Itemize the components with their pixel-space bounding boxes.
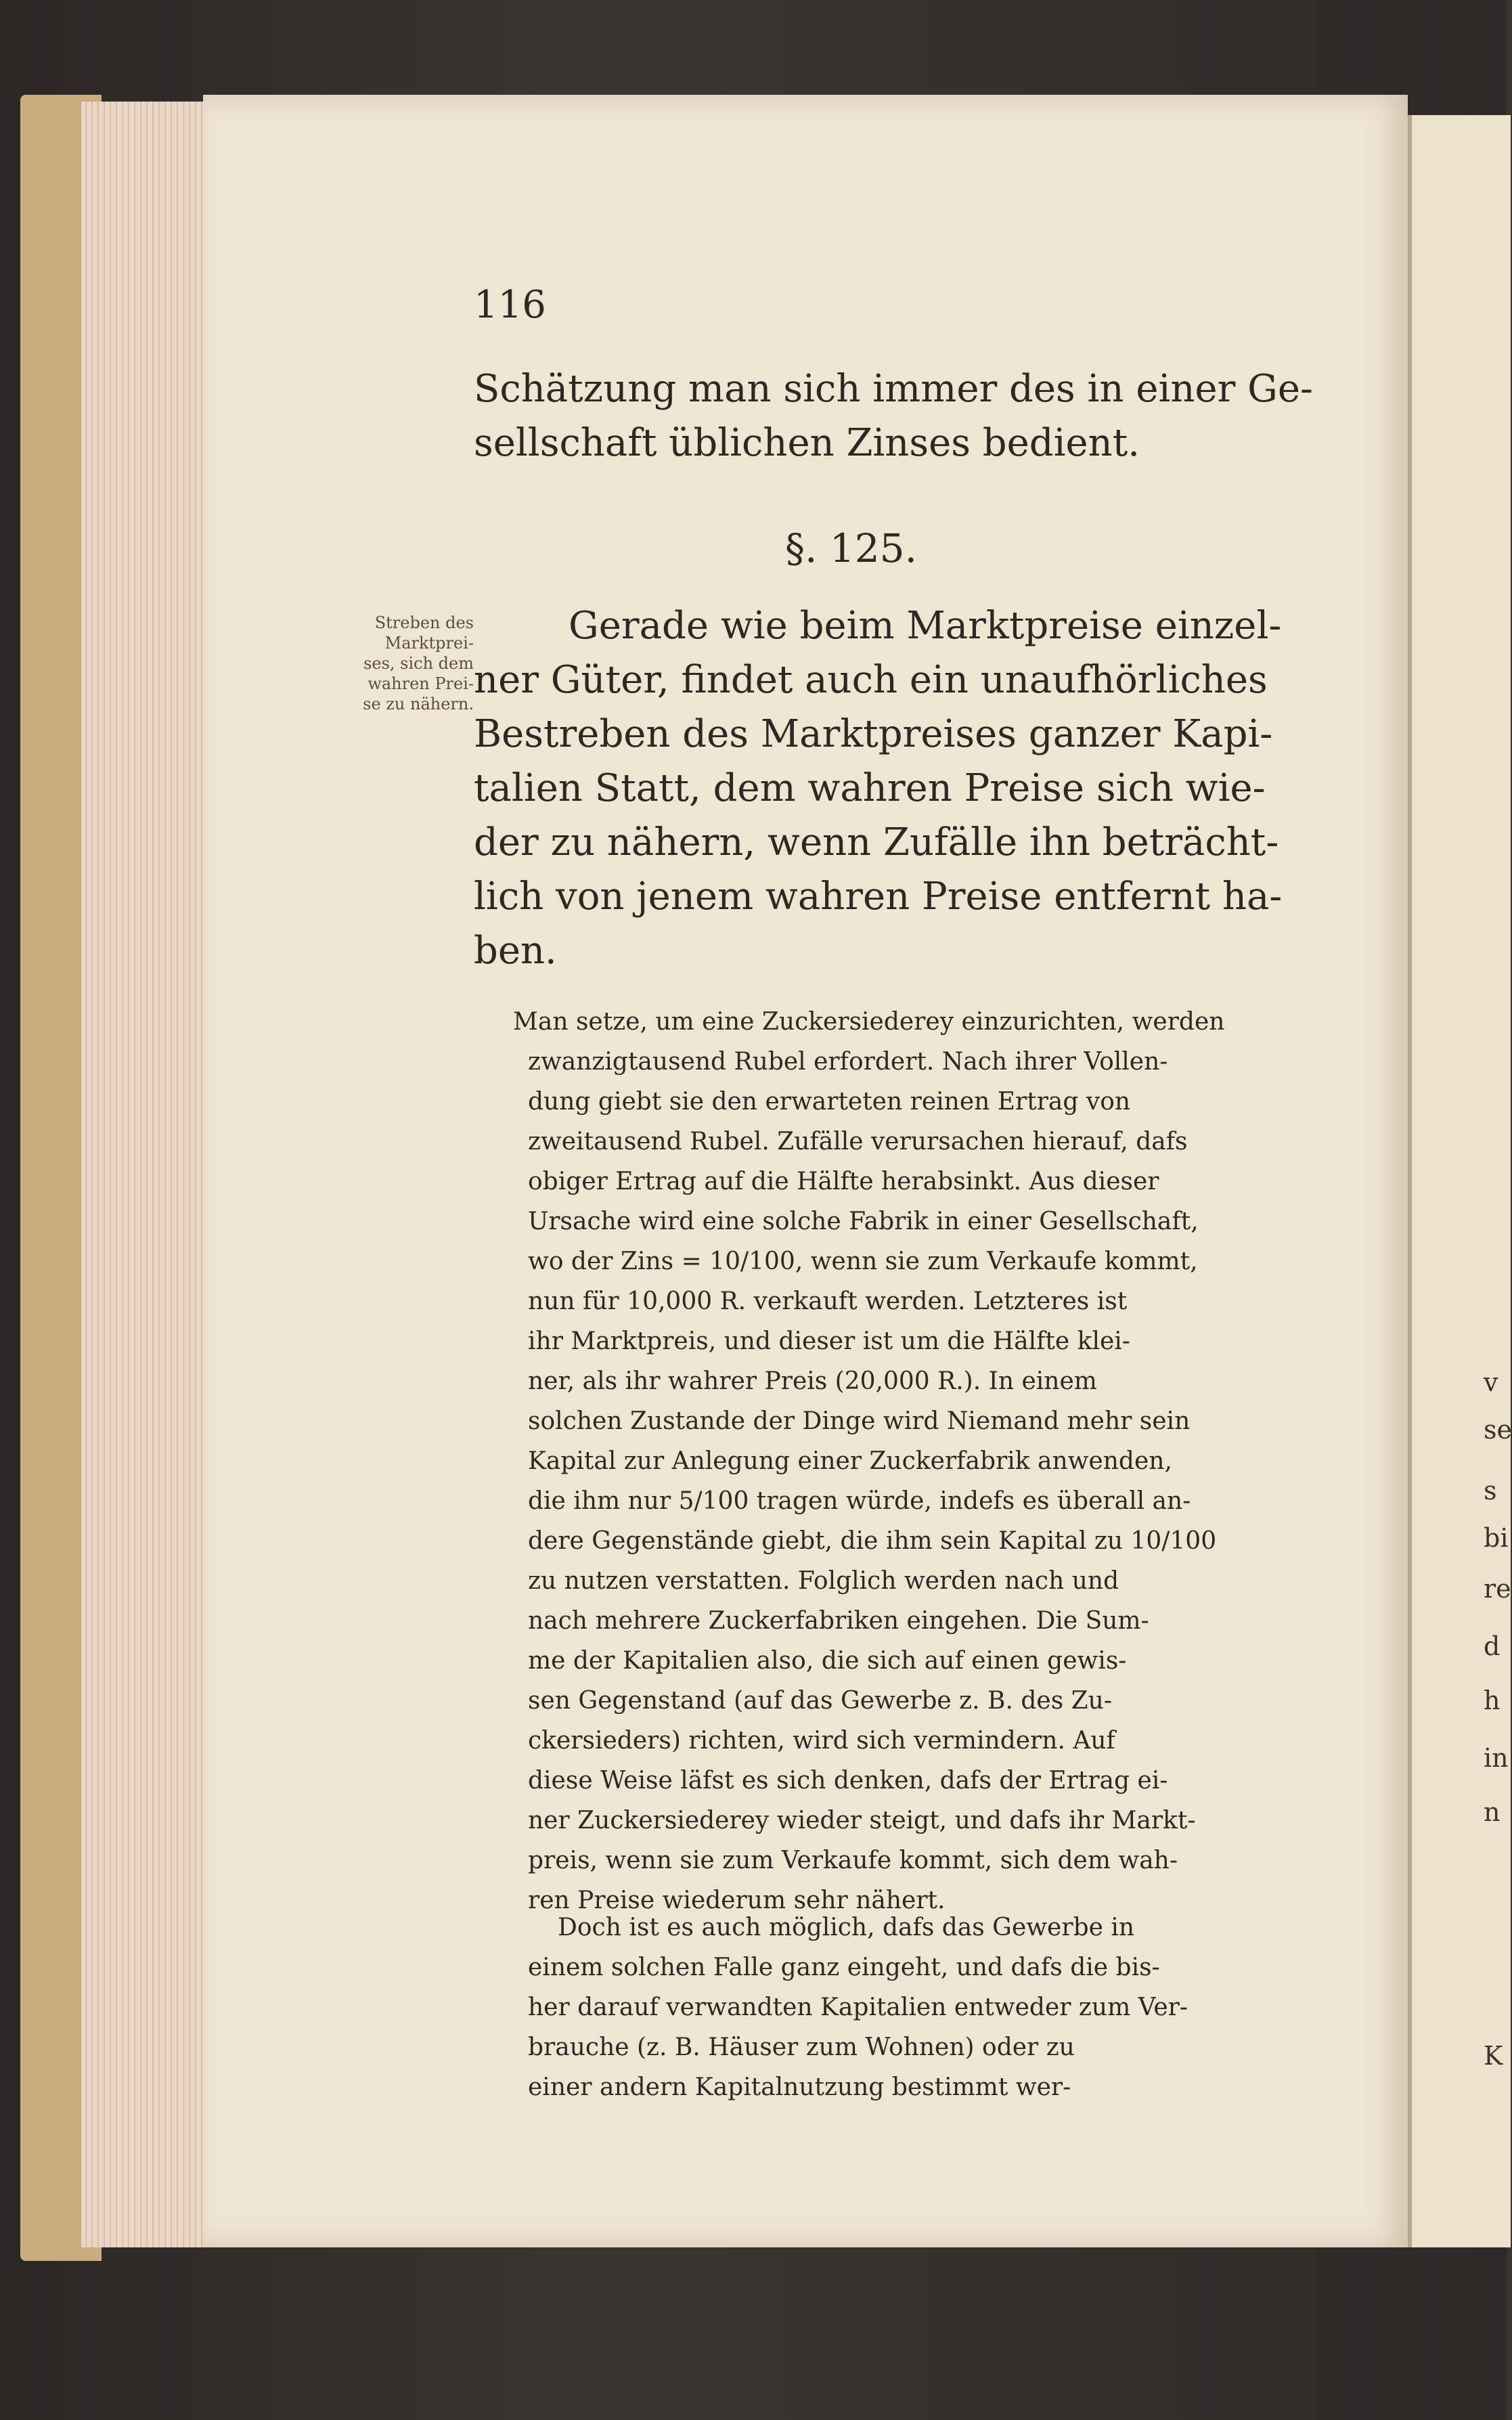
text-line: preis, wenn sie zum Verkaufe kommt, sich dem wah- bbox=[528, 1847, 1178, 1874]
page-number: 116 bbox=[474, 283, 546, 327]
text-line: sellschaft üblichen Zinses bedient. bbox=[474, 421, 1140, 465]
section-heading: §. 125. bbox=[785, 525, 918, 571]
text-line: zwanzigtausend Rubel erfordert. Nach ihrer Vollen- bbox=[528, 1048, 1168, 1076]
text-line: solchen Zustande der Dinge wird Niemand mehr sein bbox=[528, 1407, 1191, 1435]
margin-note bbox=[311, 613, 474, 714]
text-line: dung giebt sie den erwarteten reinen Ertrag von bbox=[528, 1088, 1131, 1116]
text-line: einer andern Kapitalnutzung bestimmt wer- bbox=[528, 2073, 1071, 2101]
margin-note-line: ses, sich dem bbox=[363, 654, 474, 673]
facing-fragment: s bbox=[1484, 1476, 1497, 1505]
text-line: Man setze, um eine Zuckersiederey einzurichten, werden bbox=[513, 1008, 1225, 1036]
second-paragraph bbox=[528, 1908, 1327, 2107]
margin-note-line: se zu nähern. bbox=[363, 695, 474, 713]
example-paragraph bbox=[513, 1002, 1327, 1920]
text-line: ner Güter, findet auch ein unaufhörliches bbox=[474, 658, 1268, 702]
facing-fragment: d bbox=[1484, 1631, 1500, 1661]
carryover-text bbox=[474, 362, 1327, 470]
text-line: einem solchen Falle ganz eingeht, und dafs die bis- bbox=[528, 1954, 1160, 1981]
text-line: sen Gegenstand (auf das Gewerbe z. B. des Zu- bbox=[528, 1687, 1112, 1715]
text-line: brauche (z. B. Häuser zum Wohnen) oder zu bbox=[528, 2033, 1075, 2061]
facing-fragment: h bbox=[1484, 1686, 1500, 1715]
margin-note-line: Marktprei- bbox=[384, 634, 474, 653]
text-line: ckersieders) richten, wird sich vermindern. Auf bbox=[528, 1727, 1115, 1755]
text-line: Gerade wie beim Marktpreise einzel- bbox=[569, 604, 1282, 648]
facing-fragment: v bbox=[1484, 1367, 1498, 1397]
facing-fragment: in bbox=[1484, 1743, 1509, 1773]
facing-fragment: bi bbox=[1484, 1523, 1509, 1553]
text-line: her darauf verwandten Kapitalien entweder zum Ver- bbox=[528, 1994, 1188, 2021]
text-line: obiger Ertrag auf die Hälfte herabsinkt. Aus dieser bbox=[528, 1168, 1159, 1195]
text-line: nun für 10,000 R. verkauft werden. Letzteres ist bbox=[528, 1288, 1128, 1315]
text-line: Schätzung man sich immer des in einer Ge- bbox=[474, 367, 1313, 411]
margin-note-line: wahren Prei- bbox=[368, 674, 474, 693]
text-line: ihr Marktpreis, und dieser ist um die Hälfte klei- bbox=[528, 1327, 1130, 1355]
text-line: lich von jenem wahren Preise entfernt ha- bbox=[474, 875, 1283, 919]
page-stack-edges bbox=[81, 102, 210, 2247]
text-line: ner Zuckersiederey wieder steigt, und dafs ihr Markt- bbox=[528, 1807, 1196, 1834]
text-line: diese Weise läfst es sich denken, dafs der Ertrag ei- bbox=[528, 1767, 1168, 1795]
facing-page bbox=[1408, 115, 1511, 2247]
text-line: ren Preise wiederum sehr nähert. bbox=[528, 1887, 946, 1914]
margin-note-line: Streben des bbox=[374, 613, 474, 632]
text-line: wo der Zins = 10/100, wenn sie zum Verkaufe kommt, bbox=[528, 1248, 1198, 1275]
text-line: ben. bbox=[474, 929, 557, 973]
text-line: dere Gegenstände giebt, die ihm sein Kapital zu 10/100 bbox=[528, 1527, 1217, 1555]
main-paragraph bbox=[474, 599, 1327, 978]
text-line: Ursache wird eine solche Fabrik in einer Gesellschaft, bbox=[528, 1208, 1199, 1235]
facing-fragment: K bbox=[1484, 2041, 1503, 2071]
text-line: me der Kapitalien also, die sich auf einen gewis- bbox=[528, 1647, 1127, 1675]
text-line: der zu nähern, wenn Zufälle ihn beträcht- bbox=[474, 820, 1279, 864]
facing-fragment: se bbox=[1484, 1415, 1512, 1445]
text-line: ner, als ihr wahrer Preis (20,000 R.). In einem bbox=[528, 1367, 1097, 1395]
text-line: nach mehrere Zuckerfabriken eingehen. Die Sum- bbox=[528, 1607, 1149, 1635]
text-line: talien Statt, dem wahren Preise sich wie- bbox=[474, 766, 1266, 810]
text-line: die ihm nur 5/100 tragen würde, indefs es überall an- bbox=[528, 1487, 1191, 1515]
text-line: Bestreben des Marktpreises ganzer Kapi- bbox=[474, 712, 1273, 756]
text-line: zu nutzen verstatten. Folglich werden nach und bbox=[528, 1567, 1119, 1595]
facing-fragment: re bbox=[1484, 1574, 1511, 1604]
text-line: Kapital zur Anlegung einer Zuckerfabrik anwenden, bbox=[528, 1447, 1172, 1475]
text-line: Doch ist es auch möglich, dafs das Gewerbe in bbox=[558, 1914, 1135, 1941]
text-line: zweitausend Rubel. Zufälle verursachen hierauf, dafs bbox=[528, 1128, 1188, 1156]
facing-fragment: n bbox=[1484, 1797, 1500, 1827]
